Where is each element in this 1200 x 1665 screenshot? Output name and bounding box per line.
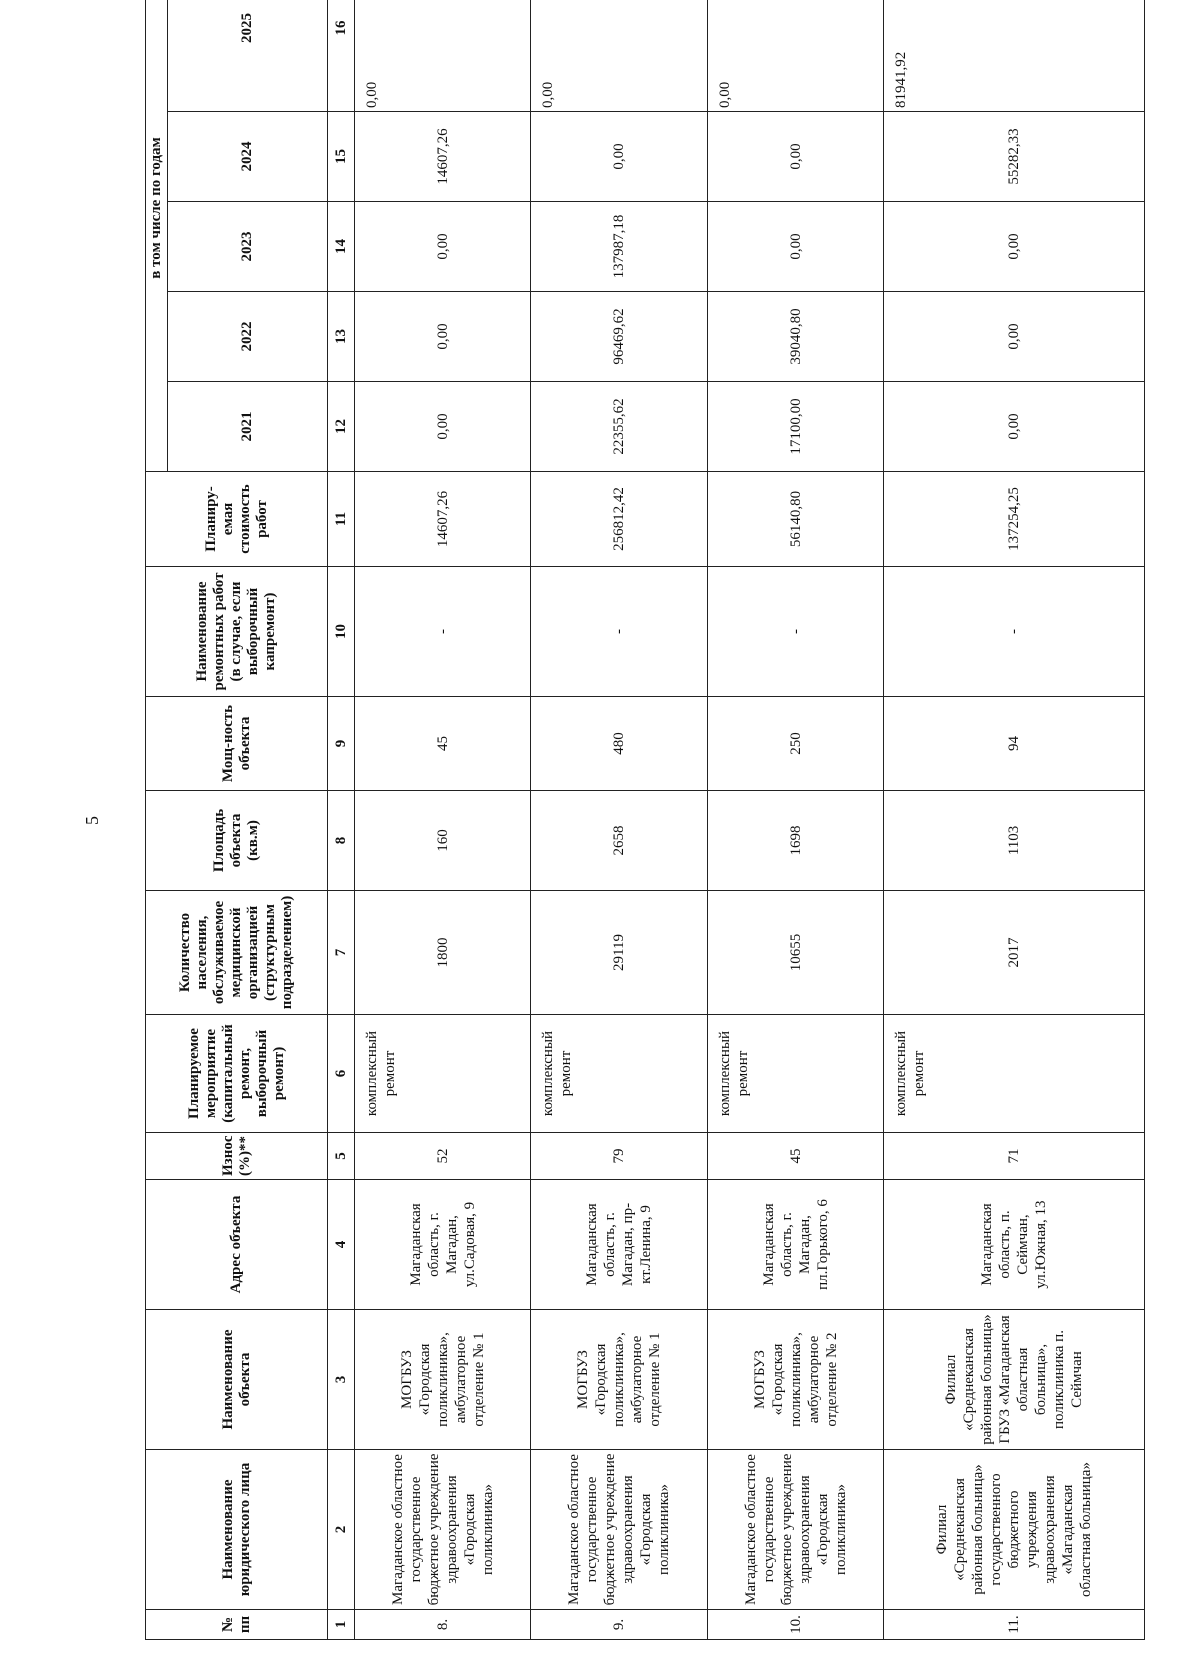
cost-2022: 0,00 <box>884 292 1145 382</box>
population: 10655 <box>707 891 883 1015</box>
population: 2017 <box>884 891 1145 1015</box>
header-year-2024: 2024 <box>168 112 328 202</box>
legal-entity: Филиал «Среднеканская районная больница» государственного бюджетного учреждения здравоохранения «Магаданская областная больница» <box>884 1450 1145 1610</box>
column-number: 11 <box>328 472 355 567</box>
capacity: 250 <box>707 697 883 791</box>
wear-percent: 71 <box>884 1133 1145 1180</box>
cost-2022: 39040,80 <box>707 292 883 382</box>
cost-2024: 14607,26 <box>355 112 531 202</box>
header-legal-entity: Наименование юридического лица <box>146 1450 328 1610</box>
cost-2021: 0,00 <box>355 382 531 472</box>
population: 1800 <box>355 891 531 1015</box>
area: 1698 <box>707 791 883 891</box>
column-number: 12 <box>328 382 355 472</box>
column-number: 8 <box>328 791 355 891</box>
planned-measure: комплексный ремонт <box>355 1015 531 1133</box>
header-year-2021: 2021 <box>168 382 328 472</box>
column-number: 9 <box>328 697 355 791</box>
cost-2021: 22355,62 <box>531 382 707 472</box>
column-number: 14 <box>328 202 355 292</box>
planned-cost: 256812,42 <box>531 472 707 567</box>
header-works: Наименование ремонтных работ (в случае, если выборочный капремонт) <box>146 567 328 697</box>
row-number: 9. <box>531 1610 707 1640</box>
object-name: МОГБУЗ «Городская поликлиника», амбулаторное отделение № 2 <box>707 1310 883 1450</box>
cost-2022: 0,00 <box>355 292 531 382</box>
header-number: № пп <box>146 1610 328 1640</box>
cost-2025: 0,00 <box>707 0 883 112</box>
header-wear: Износ (%)** <box>146 1133 328 1180</box>
column-number: 15 <box>328 112 355 202</box>
row-number: 8. <box>355 1610 531 1640</box>
column-number: 10 <box>328 567 355 697</box>
column-number: 16 <box>328 0 355 112</box>
page-number: 5 <box>82 816 102 825</box>
object-address: Магаданская область, п. Сеймчан, ул.Южная, 13 <box>884 1180 1145 1310</box>
header-year-2025: 2025 <box>168 0 328 112</box>
header-years-group: в том числе по годам <box>146 0 168 472</box>
object-address: Магаданская область, г. Магадан, пл.Горького, 6 <box>707 1180 883 1310</box>
population: 29119 <box>531 891 707 1015</box>
object-address: Магаданская область, г. Магадан, ул.Садовая, 9 <box>355 1180 531 1310</box>
object-name: МОГБУЗ «Городская поликлиника», амбулаторное отделение № 1 <box>531 1310 707 1450</box>
row-number: 10. <box>707 1610 883 1640</box>
column-number: 7 <box>328 891 355 1015</box>
cost-2024: 0,00 <box>531 112 707 202</box>
repair-works: - <box>707 567 883 697</box>
wear-percent: 45 <box>707 1133 883 1180</box>
repair-works: - <box>884 567 1145 697</box>
cost-2021: 0,00 <box>884 382 1145 472</box>
column-number: 6 <box>328 1015 355 1133</box>
legal-entity: Магаданское областное государственное бюджетное учреждение здравоохранения «Городская поликлиника» <box>531 1450 707 1610</box>
area: 160 <box>355 791 531 891</box>
object-address: Магаданская область, г. Магадан, пр-кт.Ленина, 9 <box>531 1180 707 1310</box>
cost-2025: 0,00 <box>531 0 707 112</box>
column-number: 5 <box>328 1133 355 1180</box>
legal-entity: Магаданское областное государственное бюджетное учреждение здравоохранения «Городская поликлиника» <box>355 1450 531 1610</box>
cost-2024: 0,00 <box>707 112 883 202</box>
cost-2023: 137987,18 <box>531 202 707 292</box>
header-year-2022: 2022 <box>168 292 328 382</box>
table-row <box>707 0 883 1640</box>
wear-percent: 79 <box>531 1133 707 1180</box>
capacity: 94 <box>884 697 1145 791</box>
cost-2025: 0,00 <box>355 0 531 112</box>
header-population: Количество населения, обслуживаемое медицинской организацией (структурным подразделением) <box>146 891 328 1015</box>
cost-2022: 96469,62 <box>531 292 707 382</box>
cost-2023: 0,00 <box>884 202 1145 292</box>
repair-plan-table <box>145 0 1145 1640</box>
header-address: Адрес объекта <box>146 1180 328 1310</box>
wear-percent: 52 <box>355 1133 531 1180</box>
object-name: Филиал «Среднеканская районная больница» ГБУЗ «Магаданская областная больница», поликлиника п. Сеймчан <box>884 1310 1145 1450</box>
cost-2023: 0,00 <box>707 202 883 292</box>
planned-cost: 14607,26 <box>355 472 531 567</box>
planned-cost: 56140,80 <box>707 472 883 567</box>
column-number: 4 <box>328 1180 355 1310</box>
header-capacity: Мощ-ность объекта <box>146 697 328 791</box>
capacity: 480 <box>531 697 707 791</box>
header-measure: Планируемое мероприятие (капитальный ремонт, выборочный ремонт) <box>146 1015 328 1133</box>
column-number: 13 <box>328 292 355 382</box>
planned-measure: комплексный ремонт <box>707 1015 883 1133</box>
cost-2021: 17100,00 <box>707 382 883 472</box>
cost-2023: 0,00 <box>355 202 531 292</box>
cost-2024: 55282,33 <box>884 112 1145 202</box>
planned-cost: 137254,25 <box>884 472 1145 567</box>
header-area: Площадь объекта (кв.м) <box>146 791 328 891</box>
area: 1103 <box>884 791 1145 891</box>
row-number: 11. <box>884 1610 1145 1640</box>
header-year-2023: 2023 <box>168 202 328 292</box>
header-cost: Планиру-емая стоимость работ <box>146 472 328 567</box>
table-row <box>531 0 707 1640</box>
planned-measure: комплексный ремонт <box>884 1015 1145 1133</box>
table-row <box>884 0 1145 1640</box>
table-row <box>355 0 531 1640</box>
repair-works: - <box>531 567 707 697</box>
area: 2658 <box>531 791 707 891</box>
object-name: МОГБУЗ «Городская поликлиника», амбулаторное отделение № 1 <box>355 1310 531 1450</box>
column-number: 2 <box>328 1450 355 1610</box>
cost-2025: 81941,92 <box>884 0 1145 112</box>
planned-measure: комплексный ремонт <box>531 1015 707 1133</box>
column-number: 1 <box>328 1610 355 1640</box>
header-object: Наименование объекта <box>146 1310 328 1450</box>
repair-works: - <box>355 567 531 697</box>
column-number: 3 <box>328 1310 355 1450</box>
capacity: 45 <box>355 697 531 791</box>
legal-entity: Магаданское областное государственное бюджетное учреждение здравоохранения «Городская поликлиника» <box>707 1450 883 1610</box>
rotated-table-wrapper <box>145 12 1145 1640</box>
